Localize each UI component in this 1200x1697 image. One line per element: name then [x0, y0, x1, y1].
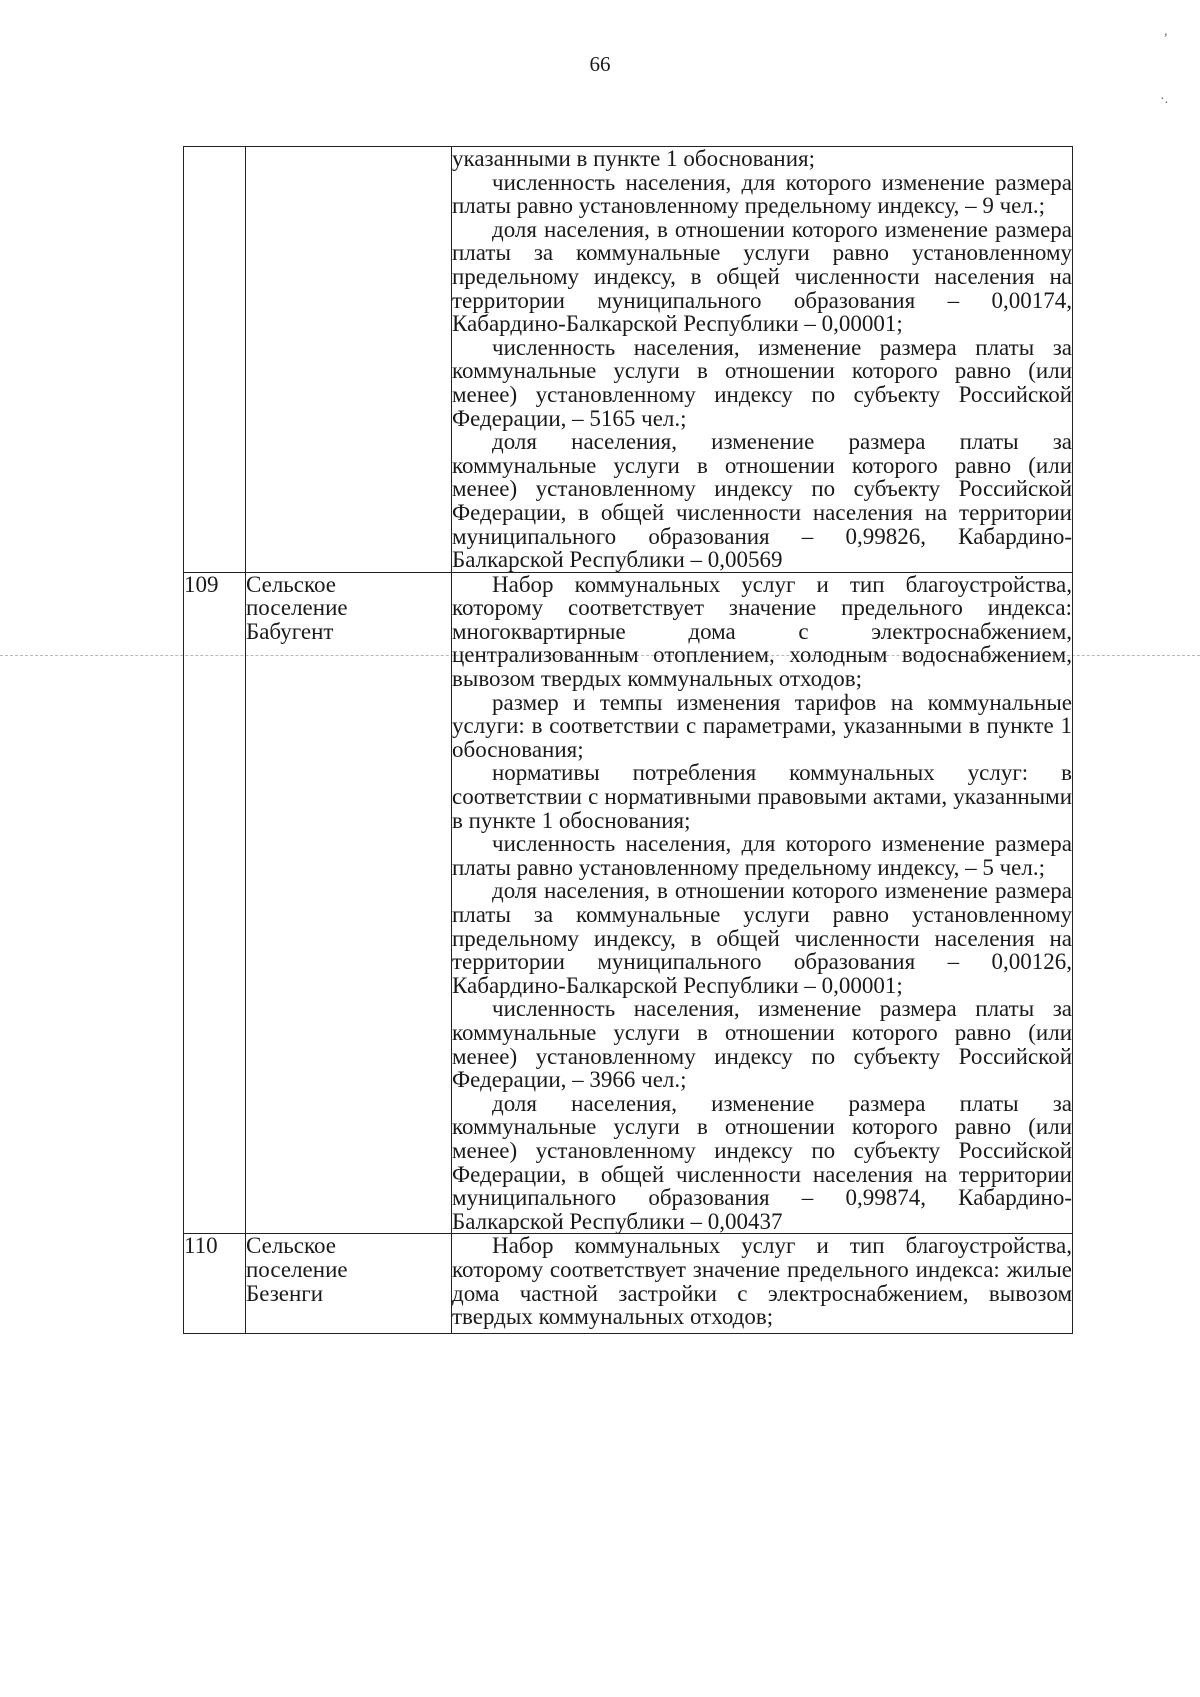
paragraph: численность населения, изменение размера платы за коммунальные услуги в отношении которого равно (или менее) установленному индексу по субъекту Российской Федерации, – 3966 чел.; [452, 996, 1072, 1093]
row-number: 110 [184, 1234, 246, 1333]
table-row [184, 1234, 1073, 1333]
scan-artifact-mark: ·. [1160, 92, 1169, 107]
paragraph: доля населения, в отношении которого изменение размера платы за коммунальные услуги равно установленному предельному индексу, в общей численности населения на территории муниципального образования – 0,00174, Кабардино-Балкарской Республики – 0,00001; [452, 216, 1072, 337]
settlement-name [246, 147, 452, 573]
settlement-name [246, 572, 452, 1234]
justification-table [183, 146, 1073, 1334]
paragraph: Набор коммунальных услуг и тип благоустройства, которому соответствует значение предельного индекса: жилые дома частной застройки с электроснабжением, вывозом твердых коммунальных отходов; [452, 1233, 1072, 1330]
paragraph: нормативы потребления коммунальных услуг: в соответствии с нормативными правовыми актами, указанными в пункте 1 обоснования; [452, 760, 1072, 833]
paragraph: доля населения, в отношении которого изменение размера платы за коммунальные услуги равно установленному предельному индексу, в общей численности населения на территории муниципального образования – 0,00126, Кабардино-Балкарской Республики – 0,00001; [452, 878, 1072, 998]
paragraph: численность населения, для которого изменение размера платы равно установленному предельному индексу, – 5 чел.; [452, 831, 1072, 880]
row-description [452, 147, 1073, 573]
paragraph: доля населения, изменение размера платы за коммунальные услуги в отношении которого равно (или менее) установленному индексу по субъекту Российской Федерации, в общей численности населения на территории муниципального образования – 0,99826, Кабардино-Балкарской Республики – 0,00569 [452, 429, 1072, 573]
paragraph: численность населения, для которого изменение размера платы равно установленному предельному индексу, – 9 чел.; [452, 169, 1072, 219]
row-description [452, 1234, 1073, 1333]
paragraph: доля населения, изменение размера платы за коммунальные услуги в отношении которого равно (или менее) установленному индексу по субъекту Российской Федерации, в общей численности населения на территории муниципального образования – 0,99874, Кабардино-Балкарской Республики – 0,00437 [452, 1090, 1072, 1234]
settlement-name-line: Безенги [246, 1280, 324, 1306]
settlement-name-line: Бабугент [246, 618, 334, 644]
paragraph: размер и темпы изменения тарифов на коммунальные услуги: в соответствии с параметрами, указанными в пункте 1 обоснования; [452, 689, 1072, 762]
paragraph: указанными в пункте 1 обоснования; [452, 146, 816, 171]
page-number: 66 [589, 52, 611, 76]
paragraph: численность населения, изменение размера платы за коммунальные услуги в отношении которого равно (или менее) установленному индексу по субъекту Российской Федерации, – 5165 чел.; [452, 334, 1072, 431]
settlement-name-line: поселение [246, 595, 348, 621]
scan-artifact-mark: , [1164, 24, 1168, 39]
table-row [184, 147, 1073, 573]
table-row [184, 572, 1073, 1234]
settlement-name-line: Сельское [246, 1233, 337, 1259]
settlement-name-line: Сельское [246, 571, 337, 597]
row-number [184, 147, 246, 573]
settlement-name-line: поселение [246, 1256, 348, 1282]
paragraph: Набор коммунальных услуг и тип благоустройства, которому соответствует значение предельного индекса: многоквартирные дома с электроснабжением, централизованным отоплением, холодным водоснабжением, вывозом твердых коммунальных отходов; [452, 571, 1072, 692]
settlement-name [246, 1234, 452, 1333]
row-description [452, 572, 1073, 1234]
row-number: 109 [184, 572, 246, 1234]
